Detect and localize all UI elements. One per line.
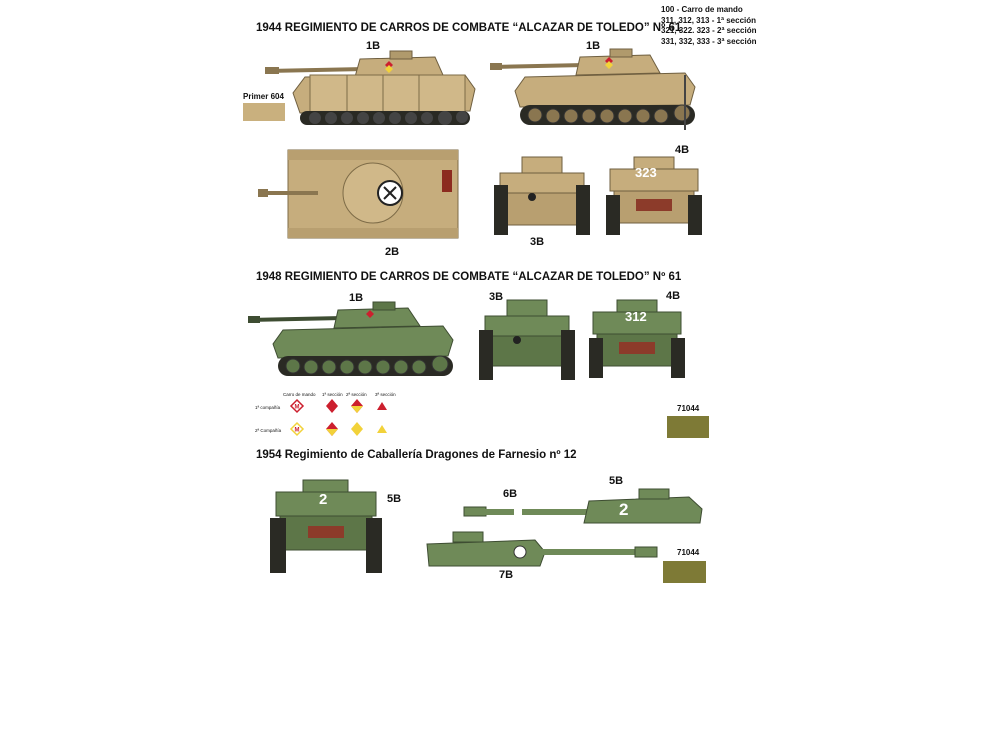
insignia-col-header: Carro de mando [283,392,316,397]
marker-label: 1B [366,40,381,52]
legend-line: 321, 322. 323 - 2ª sección [661,26,757,35]
insignia-row-header: 1ª compañía [255,405,281,410]
green-swatch-label: 71044 [677,404,700,413]
legend-line: 331, 332, 333 - 3ª sección [661,36,757,46]
tank-1944-front-view [492,155,592,240]
section-title-1948: 1948 REGIMIENTO DE CARROS DE COMBATE “ALCAZAR DE TOLEDO” Nº 61 [256,271,682,283]
insignia-col-header: 3ª sección [375,392,396,397]
hull-number: 312 [625,309,647,324]
tank-1948-front-view [477,298,577,383]
insignia-col-header: 1ª sección [322,392,343,397]
section-title-1944: 1944 REGIMIENTO DE CARROS DE COMBATE “ALCAZAR DE TOLEDO” Nº 61 [256,22,682,34]
marker-label: 6B [503,488,518,500]
tank-1944-top-view [258,148,463,240]
insignia-row-header: 2ª Compañía [255,428,282,433]
marker-label: 2B [385,246,400,258]
section-title-1954: 1954 Regimiento de Caballería Dragones de Farnesio nº 12 [256,449,577,461]
tank-1948-side [248,298,463,383]
section-legend [661,5,756,47]
green-swatch-label: 71044 [677,548,700,557]
turret-1954-left-view [425,530,660,570]
green-swatch [663,561,706,583]
marker-label: 1B [349,292,364,304]
svg-text:M: M [294,404,300,411]
tank-1944-side-schurzen [265,45,480,130]
marker-label: 5B [609,475,624,487]
marker-label: 5B [387,493,402,505]
insignia-col-header: 2ª sección [346,392,367,397]
svg-text:M: M [294,427,300,434]
turret-1954-right-view [464,485,704,527]
marker-label: 4B [666,290,681,302]
hull-number: 2 [319,491,328,508]
legend-line: 100 - Carro de mando [661,5,743,14]
primer-swatch-label: Primer 604 [243,92,284,101]
insignia-grid [285,398,395,440]
tank-1944-side [490,45,705,135]
marker-label: 3B [489,291,504,303]
marker-label: 4B [675,144,690,156]
green-swatch [667,416,709,438]
marker-label: 7B [499,569,514,581]
marker-label: 3B [530,236,545,248]
hull-number: 323 [635,165,657,180]
legend-line: 311, 312, 313 - 1ª sección [661,15,757,25]
marker-label: 1B [586,40,601,52]
hull-number: 2 [619,500,629,519]
